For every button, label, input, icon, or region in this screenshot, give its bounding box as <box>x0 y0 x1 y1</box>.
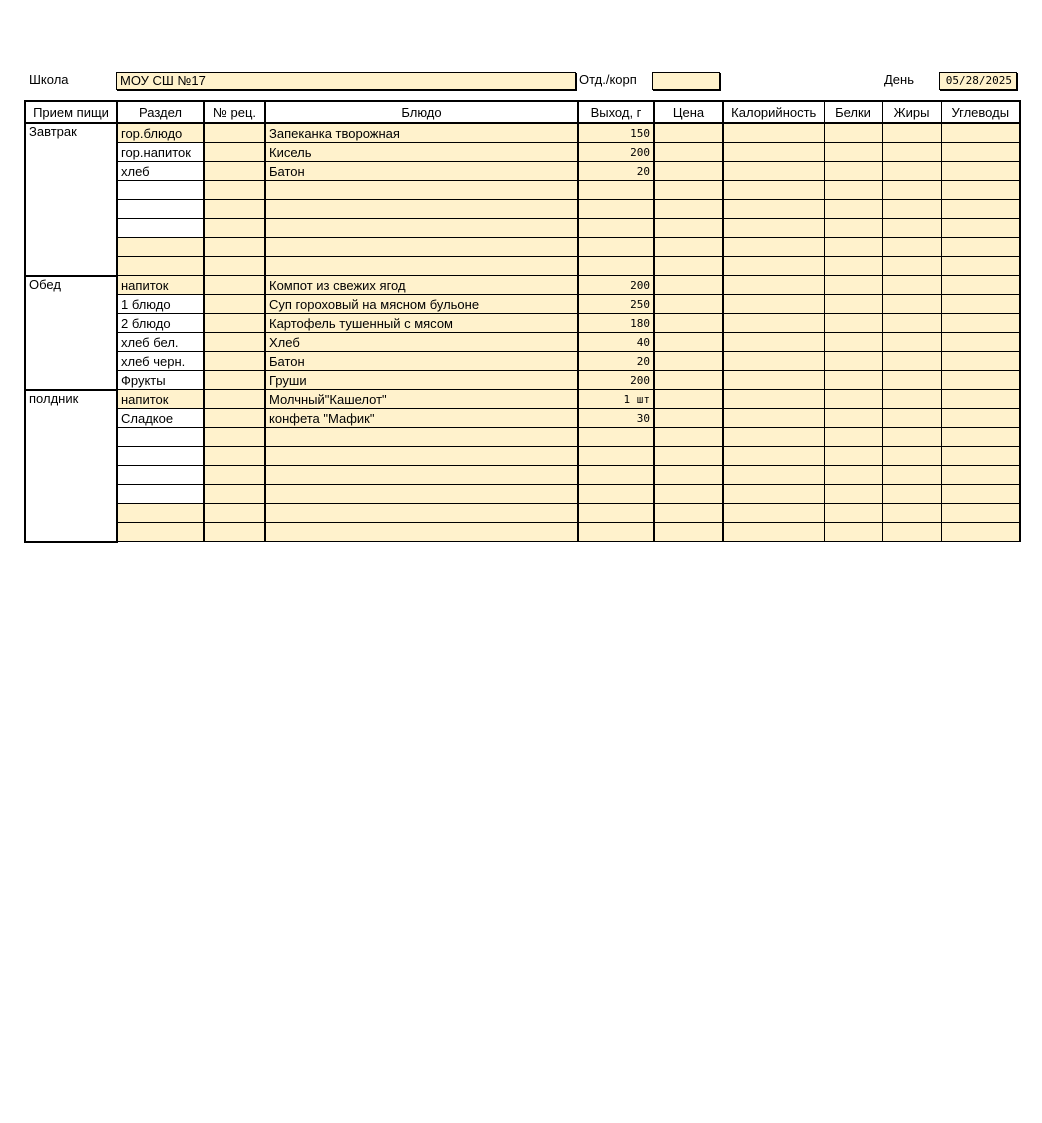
yield-cell[interactable]: 150 <box>578 123 654 143</box>
fats-cell[interactable] <box>882 181 941 200</box>
price-cell[interactable] <box>654 466 723 485</box>
dish-cell[interactable]: Запеканка творожная <box>265 123 578 143</box>
calories-cell[interactable] <box>723 333 824 352</box>
calories-cell[interactable] <box>723 295 824 314</box>
yield-cell[interactable]: 30 <box>578 409 654 428</box>
col-header-dish: Блюдо <box>265 101 578 123</box>
fats-cell[interactable] <box>882 504 941 523</box>
carbs-cell[interactable] <box>941 371 1020 390</box>
recipe-no-cell[interactable] <box>204 352 265 371</box>
price-cell[interactable] <box>654 409 723 428</box>
proteins-cell[interactable] <box>824 143 882 162</box>
dish-cell[interactable]: Батон <box>265 352 578 371</box>
table-row <box>25 123 1020 143</box>
table-row <box>25 333 1020 352</box>
proteins-cell[interactable] <box>824 257 882 276</box>
fats-cell[interactable] <box>882 314 941 333</box>
proteins-cell[interactable] <box>824 504 882 523</box>
table-row <box>25 504 1020 523</box>
table-row <box>25 295 1020 314</box>
table-header-row <box>25 101 1020 123</box>
proteins-cell[interactable] <box>824 485 882 504</box>
price-cell[interactable] <box>654 352 723 371</box>
section-cell[interactable]: Сладкое <box>117 409 204 428</box>
proteins-cell[interactable] <box>824 314 882 333</box>
proteins-cell[interactable] <box>824 390 882 409</box>
col-header-fats: Жиры <box>882 101 941 123</box>
table-row <box>25 314 1020 333</box>
yield-cell[interactable] <box>578 504 654 523</box>
dish-cell[interactable]: Суп гороховый на мясном бульоне <box>265 295 578 314</box>
calories-cell[interactable] <box>723 181 824 200</box>
table-row <box>25 523 1020 542</box>
section-cell[interactable]: хлеб бел. <box>117 333 204 352</box>
school-field[interactable]: МОУ СШ №17 <box>116 72 576 90</box>
carbs-cell[interactable] <box>941 523 1020 542</box>
table-row <box>25 352 1020 371</box>
price-cell[interactable] <box>654 447 723 466</box>
proteins-cell[interactable] <box>824 200 882 219</box>
proteins-cell[interactable] <box>824 295 882 314</box>
price-cell[interactable] <box>654 200 723 219</box>
section-cell[interactable] <box>117 466 204 485</box>
calories-cell[interactable] <box>723 276 824 295</box>
carbs-cell[interactable] <box>941 428 1020 447</box>
section-cell[interactable]: хлеб черн. <box>117 352 204 371</box>
calories-cell[interactable] <box>723 485 824 504</box>
price-cell[interactable] <box>654 333 723 352</box>
fats-cell[interactable] <box>882 219 941 238</box>
table-row <box>25 428 1020 447</box>
proteins-cell[interactable] <box>824 276 882 295</box>
yield-cell[interactable]: 1 шт <box>578 390 654 409</box>
price-cell[interactable] <box>654 314 723 333</box>
table-row <box>25 447 1020 466</box>
recipe-no-cell[interactable] <box>204 314 265 333</box>
meal-cell-lunch: Обед <box>25 276 117 390</box>
col-header-price: Цена <box>654 101 723 123</box>
yield-cell[interactable]: 200 <box>578 276 654 295</box>
table-row <box>25 143 1020 162</box>
fats-cell[interactable] <box>882 466 941 485</box>
section-cell[interactable]: гор.блюдо <box>117 123 204 143</box>
meal-cell-snack: полдник <box>25 390 117 542</box>
dish-cell[interactable] <box>265 181 578 200</box>
carbs-cell[interactable] <box>941 295 1020 314</box>
dish-cell[interactable]: Кисель <box>265 143 578 162</box>
recipe-no-cell[interactable] <box>204 257 265 276</box>
yield-cell[interactable]: 180 <box>578 314 654 333</box>
dish-cell[interactable]: Хлеб <box>265 333 578 352</box>
section-cell[interactable] <box>117 523 204 542</box>
table-row <box>25 181 1020 200</box>
meal-cell-breakfast: Завтрак <box>25 123 117 276</box>
col-header-proteins: Белки <box>824 101 882 123</box>
dish-cell[interactable] <box>265 504 578 523</box>
calories-cell[interactable] <box>723 314 824 333</box>
section-cell[interactable]: Фрукты <box>117 371 204 390</box>
proteins-cell[interactable] <box>824 371 882 390</box>
recipe-no-cell[interactable] <box>204 276 265 295</box>
proteins-cell[interactable] <box>824 181 882 200</box>
carbs-cell[interactable] <box>941 466 1020 485</box>
recipe-no-cell[interactable] <box>204 466 265 485</box>
recipe-no-cell[interactable] <box>204 485 265 504</box>
price-cell[interactable] <box>654 276 723 295</box>
dish-cell[interactable]: Картофель тушенный с мясом <box>265 314 578 333</box>
recipe-no-cell[interactable] <box>204 162 265 181</box>
section-cell[interactable] <box>117 447 204 466</box>
table-row <box>25 409 1020 428</box>
dish-cell[interactable] <box>265 238 578 257</box>
carbs-cell[interactable] <box>941 447 1020 466</box>
dish-cell[interactable] <box>265 447 578 466</box>
fats-cell[interactable] <box>882 238 941 257</box>
price-cell[interactable] <box>654 504 723 523</box>
carbs-cell[interactable] <box>941 123 1020 143</box>
proteins-cell[interactable] <box>824 162 882 181</box>
section-cell[interactable]: напиток <box>117 390 204 409</box>
table-row <box>25 390 1020 409</box>
section-cell[interactable] <box>117 238 204 257</box>
yield-cell[interactable]: 40 <box>578 333 654 352</box>
recipe-no-cell[interactable] <box>204 238 265 257</box>
dish-cell[interactable]: Батон <box>265 162 578 181</box>
carbs-cell[interactable] <box>941 162 1020 181</box>
dish-cell[interactable] <box>265 200 578 219</box>
section-cell[interactable] <box>117 219 204 238</box>
fats-cell[interactable] <box>882 143 941 162</box>
yield-cell[interactable]: 20 <box>578 162 654 181</box>
yield-cell[interactable] <box>578 428 654 447</box>
carbs-cell[interactable] <box>941 390 1020 409</box>
price-cell[interactable] <box>654 238 723 257</box>
table-row <box>25 485 1020 504</box>
table-row <box>25 466 1020 485</box>
calories-cell[interactable] <box>723 390 824 409</box>
carbs-cell[interactable] <box>941 257 1020 276</box>
calories-cell[interactable] <box>723 447 824 466</box>
yield-cell[interactable] <box>578 447 654 466</box>
proteins-cell[interactable] <box>824 219 882 238</box>
table-row <box>25 276 1020 295</box>
yield-cell[interactable]: 250 <box>578 295 654 314</box>
price-cell[interactable] <box>654 295 723 314</box>
yield-cell[interactable] <box>578 485 654 504</box>
yield-cell[interactable] <box>578 238 654 257</box>
dept-label: Отд./корп <box>579 72 637 87</box>
proteins-cell[interactable] <box>824 428 882 447</box>
carbs-cell[interactable] <box>941 352 1020 371</box>
recipe-no-cell[interactable] <box>204 504 265 523</box>
calories-cell[interactable] <box>723 257 824 276</box>
recipe-no-cell[interactable] <box>204 219 265 238</box>
fats-cell[interactable] <box>882 333 941 352</box>
recipe-no-cell[interactable] <box>204 200 265 219</box>
dish-cell[interactable] <box>265 485 578 504</box>
calories-cell[interactable] <box>723 123 824 143</box>
recipe-no-cell[interactable] <box>204 428 265 447</box>
carbs-cell[interactable] <box>941 409 1020 428</box>
section-cell[interactable] <box>117 181 204 200</box>
carbs-cell[interactable] <box>941 219 1020 238</box>
calories-cell[interactable] <box>723 523 824 542</box>
dish-cell[interactable] <box>265 466 578 485</box>
calories-cell[interactable] <box>723 238 824 257</box>
recipe-no-cell[interactable] <box>204 333 265 352</box>
calories-cell[interactable] <box>723 352 824 371</box>
calories-cell[interactable] <box>723 219 824 238</box>
fats-cell[interactable] <box>882 390 941 409</box>
dish-cell[interactable]: Молчный"Кашелот" <box>265 390 578 409</box>
price-cell[interactable] <box>654 428 723 447</box>
calories-cell[interactable] <box>723 200 824 219</box>
fats-cell[interactable] <box>882 295 941 314</box>
dish-cell[interactable] <box>265 257 578 276</box>
yield-cell[interactable]: 200 <box>578 371 654 390</box>
price-cell[interactable] <box>654 143 723 162</box>
carbs-cell[interactable] <box>941 238 1020 257</box>
col-header-meal: Прием пищи <box>25 101 117 123</box>
col-header-section: Раздел <box>117 101 204 123</box>
table-row <box>25 257 1020 276</box>
fats-cell[interactable] <box>882 409 941 428</box>
carbs-cell[interactable] <box>941 504 1020 523</box>
yield-cell[interactable] <box>578 200 654 219</box>
carbs-cell[interactable] <box>941 143 1020 162</box>
day-label: День <box>884 72 914 87</box>
fats-cell[interactable] <box>882 371 941 390</box>
dish-cell[interactable] <box>265 219 578 238</box>
section-cell[interactable] <box>117 485 204 504</box>
table-row <box>25 162 1020 181</box>
calories-cell[interactable] <box>723 466 824 485</box>
recipe-no-cell[interactable] <box>204 447 265 466</box>
calories-cell[interactable] <box>723 371 824 390</box>
yield-cell[interactable] <box>578 523 654 542</box>
proteins-cell[interactable] <box>824 523 882 542</box>
proteins-cell[interactable] <box>824 352 882 371</box>
proteins-cell[interactable] <box>824 447 882 466</box>
fats-cell[interactable] <box>882 276 941 295</box>
section-cell[interactable] <box>117 504 204 523</box>
section-cell[interactable]: хлеб <box>117 162 204 181</box>
section-cell[interactable] <box>117 257 204 276</box>
carbs-cell[interactable] <box>941 181 1020 200</box>
price-cell[interactable] <box>654 123 723 143</box>
recipe-no-cell[interactable] <box>204 295 265 314</box>
col-header-calories: Калорийность <box>723 101 824 123</box>
col-header-yield: Выход, г <box>578 101 654 123</box>
menu-table <box>24 100 1021 543</box>
calories-cell[interactable] <box>723 504 824 523</box>
proteins-cell[interactable] <box>824 409 882 428</box>
col-header-carbs: Углеводы <box>941 101 1020 123</box>
fats-cell[interactable] <box>882 523 941 542</box>
price-cell[interactable] <box>654 162 723 181</box>
fats-cell[interactable] <box>882 257 941 276</box>
fats-cell[interactable] <box>882 123 941 143</box>
yield-cell[interactable] <box>578 219 654 238</box>
carbs-cell[interactable] <box>941 314 1020 333</box>
recipe-no-cell[interactable] <box>204 123 265 143</box>
calories-cell[interactable] <box>723 428 824 447</box>
recipe-no-cell[interactable] <box>204 143 265 162</box>
col-header-recipe-no: № рец. <box>204 101 265 123</box>
dish-cell[interactable] <box>265 428 578 447</box>
table-row <box>25 200 1020 219</box>
calories-cell[interactable] <box>723 162 824 181</box>
price-cell[interactable] <box>654 371 723 390</box>
calories-cell[interactable] <box>723 143 824 162</box>
table-row <box>25 371 1020 390</box>
dish-cell[interactable]: конфета "Мафик" <box>265 409 578 428</box>
section-cell[interactable] <box>117 428 204 447</box>
carbs-cell[interactable] <box>941 276 1020 295</box>
recipe-no-cell[interactable] <box>204 409 265 428</box>
proteins-cell[interactable] <box>824 333 882 352</box>
price-cell[interactable] <box>654 181 723 200</box>
dish-cell[interactable] <box>265 523 578 542</box>
yield-cell[interactable] <box>578 466 654 485</box>
table-row <box>25 238 1020 257</box>
price-cell[interactable] <box>654 485 723 504</box>
proteins-cell[interactable] <box>824 238 882 257</box>
proteins-cell[interactable] <box>824 466 882 485</box>
section-cell[interactable]: 1 блюдо <box>117 295 204 314</box>
yield-cell[interactable]: 200 <box>578 143 654 162</box>
yield-cell[interactable] <box>578 181 654 200</box>
dept-field[interactable] <box>652 72 720 90</box>
section-cell[interactable]: напиток <box>117 276 204 295</box>
school-label: Школа <box>29 72 69 87</box>
price-cell[interactable] <box>654 523 723 542</box>
recipe-no-cell[interactable] <box>204 371 265 390</box>
carbs-cell[interactable] <box>941 333 1020 352</box>
price-cell[interactable] <box>654 257 723 276</box>
fats-cell[interactable] <box>882 428 941 447</box>
dish-cell[interactable]: Компот из свежих ягод <box>265 276 578 295</box>
fats-cell[interactable] <box>882 447 941 466</box>
recipe-no-cell[interactable] <box>204 390 265 409</box>
section-cell[interactable]: 2 блюдо <box>117 314 204 333</box>
fats-cell[interactable] <box>882 485 941 504</box>
section-cell[interactable] <box>117 200 204 219</box>
yield-cell[interactable] <box>578 257 654 276</box>
proteins-cell[interactable] <box>824 123 882 143</box>
fats-cell[interactable] <box>882 162 941 181</box>
fats-cell[interactable] <box>882 200 941 219</box>
section-cell[interactable]: гор.напиток <box>117 143 204 162</box>
table-row <box>25 219 1020 238</box>
yield-cell[interactable]: 20 <box>578 352 654 371</box>
recipe-no-cell[interactable] <box>204 181 265 200</box>
price-cell[interactable] <box>654 219 723 238</box>
fats-cell[interactable] <box>882 352 941 371</box>
price-cell[interactable] <box>654 390 723 409</box>
day-field[interactable]: 05/28/2025 <box>939 72 1017 90</box>
calories-cell[interactable] <box>723 409 824 428</box>
dish-cell[interactable]: Груши <box>265 371 578 390</box>
carbs-cell[interactable] <box>941 485 1020 504</box>
carbs-cell[interactable] <box>941 200 1020 219</box>
recipe-no-cell[interactable] <box>204 523 265 542</box>
